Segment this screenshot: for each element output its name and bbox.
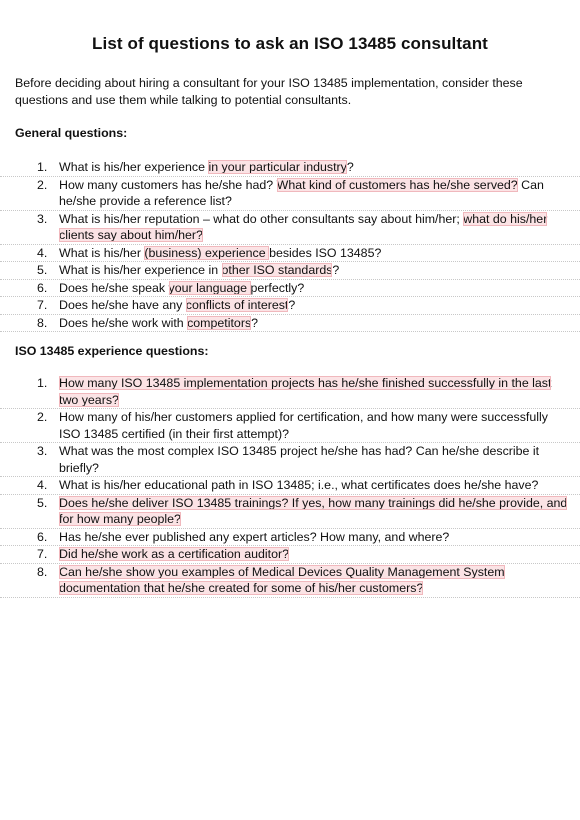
- highlighted-text: conflicts of interest: [185, 298, 289, 312]
- question-text: ?: [346, 160, 354, 174]
- highlighted-text: what do his/her clients say about him/her?: [59, 211, 548, 242]
- highlighted-text: What kind of customers has he/she served?: [276, 177, 518, 192]
- question-text: ?: [251, 315, 259, 330]
- question-text: What was the most complex ISO 13485 project he/she has had? Can he/she describe it briefly?: [59, 444, 540, 475]
- item-number: 7.: [37, 547, 48, 561]
- list-item: [0, 245, 580, 263]
- highlighted-text: Did he/she work as a certification auditor?: [59, 547, 290, 561]
- highlighted-text: How many ISO 13485 implementation projects has he/she finished successfully in the last two years?: [59, 376, 552, 407]
- question-text: What is his/her experience in: [59, 263, 222, 277]
- question-text: Does he/she speak: [59, 280, 169, 295]
- list-item: [0, 211, 580, 245]
- item-number: 5.: [37, 263, 48, 277]
- question-text: Can he/she provide a reference list?: [59, 177, 544, 208]
- question-text: Does he/she work with: [59, 315, 188, 330]
- list-item: [0, 495, 580, 529]
- list-item: [0, 297, 580, 315]
- list-item: [0, 262, 580, 280]
- list-item: [0, 280, 580, 298]
- item-number: 1.: [37, 376, 48, 390]
- item-number: 6.: [37, 280, 48, 295]
- item-number: 6.: [37, 529, 48, 544]
- question-text: ?: [288, 298, 296, 312]
- highlighted-text: Does he/she deliver ISO 13485 trainings? If yes, how many trainings did he/she provide, and for how many people?: [59, 495, 568, 526]
- question-text: What is his/her: [59, 245, 145, 260]
- item-number: 1.: [37, 160, 48, 174]
- question-text: What is his/her experience: [59, 160, 209, 174]
- question-text: Does he/she have any: [59, 298, 186, 312]
- item-number: 4.: [37, 478, 48, 492]
- item-number: 4.: [37, 245, 48, 260]
- highlighted-text: Can he/she show you examples of Medical Devices Quality Management System documentation that he/she created for some of his/her customers?: [59, 564, 505, 595]
- list-item: [0, 546, 580, 564]
- question-text: How many customers has he/she had?: [59, 177, 277, 192]
- general-questions-heading: General questions:: [15, 126, 128, 140]
- intro-paragraph: Before deciding about hiring a consultant for your ISO 13485 implementation, consider these questions and use them while talking to potential consultants.: [15, 76, 523, 107]
- item-number: 8.: [37, 564, 48, 579]
- item-number: 3.: [37, 211, 48, 226]
- highlighted-text: other ISO standards: [221, 263, 333, 277]
- question-text: ?: [332, 263, 340, 277]
- item-number: 2.: [37, 177, 48, 192]
- question-text: besides ISO 13485?: [269, 245, 382, 260]
- list-item: [0, 159, 580, 177]
- experience-questions-list: [0, 375, 580, 598]
- list-item: [0, 375, 580, 409]
- item-number: 8.: [37, 315, 48, 330]
- list-item: [0, 177, 580, 211]
- question-text: perfectly?: [250, 280, 305, 295]
- list-item: [0, 315, 580, 333]
- question-text: What is his/her educational path in ISO 13485; i.e., what certificates does he/she have?: [59, 478, 539, 492]
- list-item: [0, 564, 580, 598]
- highlighted-text: competitors: [187, 315, 252, 330]
- question-text: How many of his/her customers applied for certification, and how many were successfully ISO 13485 certified (in their first attempt)?: [59, 410, 548, 441]
- highlighted-text: (business) experience: [144, 245, 270, 260]
- list-item: [0, 409, 580, 443]
- list-item: [0, 443, 580, 477]
- list-item: [0, 529, 580, 547]
- general-questions-list: [0, 159, 580, 332]
- question-text: Has he/she ever published any expert articles? How many, and where?: [59, 529, 450, 544]
- question-text: What is his/her reputation – what do other consultants say about him/her;: [59, 211, 464, 226]
- item-number: 3.: [37, 444, 48, 458]
- item-number: 2.: [37, 410, 48, 424]
- highlighted-text: your language: [168, 280, 251, 295]
- item-number: 5.: [37, 495, 48, 510]
- page-title: List of questions to ask an ISO 13485 consultant: [92, 34, 488, 53]
- list-item: [0, 477, 580, 495]
- experience-questions-heading: ISO 13485 experience questions:: [15, 344, 209, 358]
- item-number: 7.: [37, 298, 48, 312]
- highlighted-text: in your particular industry: [208, 160, 347, 174]
